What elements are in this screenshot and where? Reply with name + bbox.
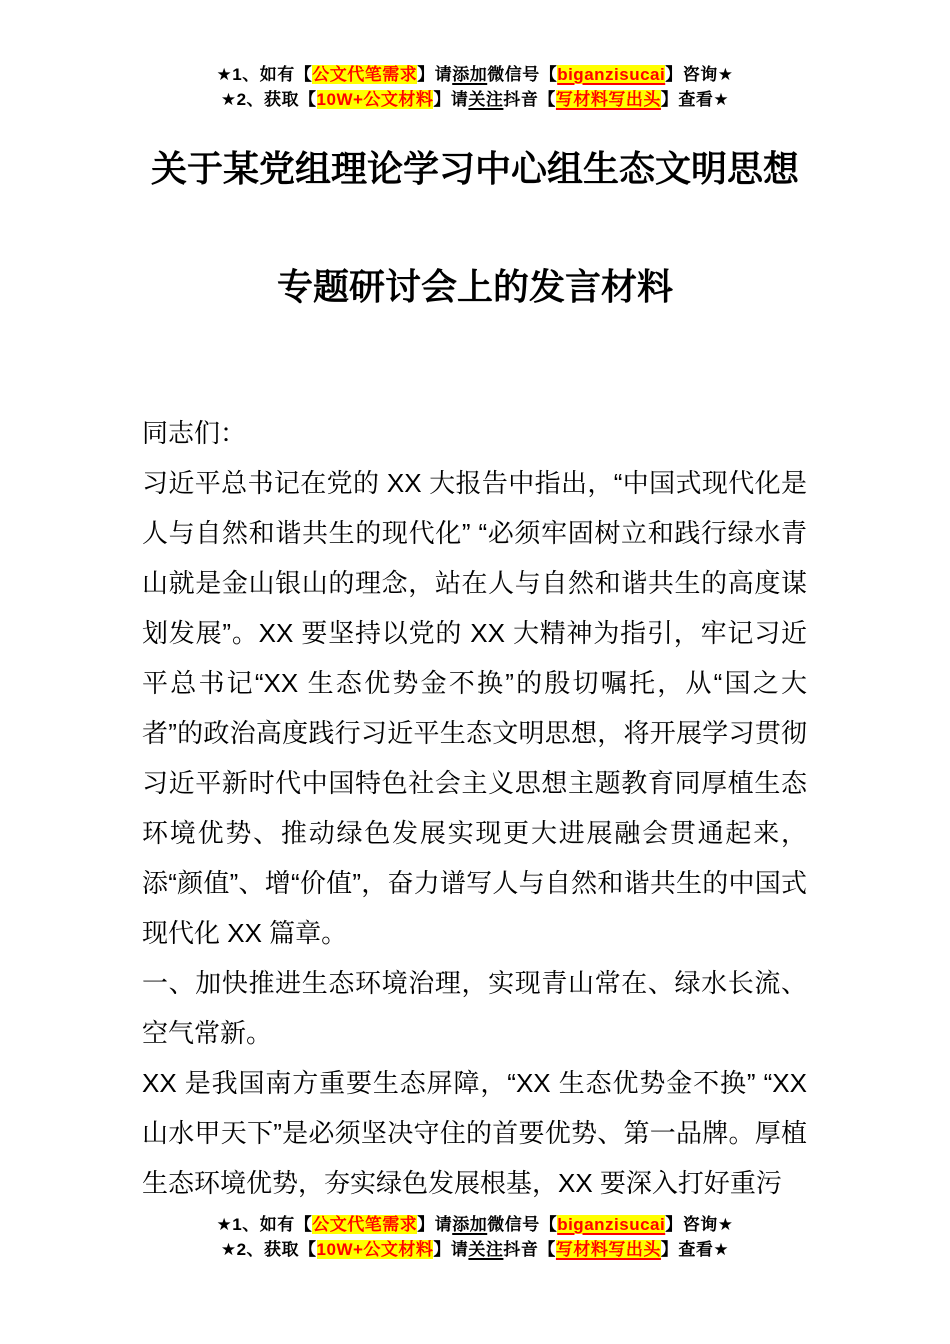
highlighted-keyword: 10W+公文材料	[316, 1240, 434, 1259]
highlighted-keyword: 10W+公文材料	[316, 90, 434, 109]
highlighted-keyword: 公文代笔需求	[312, 65, 418, 84]
document-title-line-1: 关于某党组理论学习中心组生态文明思想	[150, 148, 799, 189]
promo-text: 微信号【	[487, 1215, 558, 1234]
promo-line-2	[0, 1237, 950, 1262]
highlighted-account: 写材料写出头	[555, 90, 661, 109]
salutation: 同志们：	[142, 418, 247, 448]
highlighted-account: biganzisucai	[557, 1215, 666, 1234]
underlined-action: 添加	[452, 65, 488, 84]
document-title-line-2: 专题研讨会上的发言材料	[276, 266, 673, 307]
promo-text: 抖音【	[503, 1240, 556, 1259]
body-paragraph: XX 是我国南方重要生态屏障，“XX 生态优势金不换” “XX 山水甲天下”是必须坚决守住的首要优势、第一品牌。厚植生态环境优势，夯实绿色发展根基，XX 要深入打好重污	[142, 1068, 807, 1198]
promo-line-2	[0, 87, 950, 112]
section-heading: 一、加快推进生态环境治理，实现青山常在、绿水长流、空气常新。	[142, 968, 807, 1048]
promo-text: ★1、如有【	[216, 65, 313, 84]
promo-text: 】咨询★	[665, 1215, 734, 1234]
promo-text: 】请	[417, 1215, 453, 1234]
underlined-action: 关注	[468, 90, 504, 109]
promo-text: ★1、如有【	[216, 1215, 313, 1234]
highlighted-account: biganzisucai	[557, 65, 666, 84]
underlined-action: 关注	[468, 1240, 504, 1259]
body-paragraph: 习近平总书记在党的 XX 大报告中指出，“中国式现代化是人与自然和谐共生的现代化” “必须牢固树立和践行绿水青山就是金山银山的理念，站在人与自然和谐共生的高度谋划发展”。XX 要坚持以党的 XX 大精神为指引，牢记习近平总书记“XX 生态优势金不换”的殷切嘱托，从“国之大者”的政治高度践行习近平生态文明思想，将开展学习贯彻习近平新时代中国特色社会主义思想主题教育同厚植生态环境优势、推动绿色发展实现更大进展融会贯通起来，添“颜值”、增“价值”，奋力谱写人与自然和谐共生的中国式现代化 XX 篇章。	[142, 468, 807, 948]
promo-text: 微信号【	[487, 65, 558, 84]
promo-line-1	[0, 62, 950, 87]
promo-text: 】查看★	[660, 1240, 730, 1259]
highlighted-account: 写材料写出头	[555, 1240, 661, 1259]
promo-text: 】请	[433, 1240, 469, 1259]
document-body	[142, 408, 807, 1208]
promo-line-1	[0, 1212, 950, 1237]
highlighted-keyword: 公文代笔需求	[312, 1215, 418, 1234]
promo-text: 】请	[417, 65, 453, 84]
promo-text: 】请	[433, 90, 469, 109]
underlined-action: 添加	[452, 1215, 488, 1234]
promo-text: 】查看★	[660, 90, 730, 109]
promo-text: ★2、获取【	[220, 1240, 317, 1259]
promo-text: 】咨询★	[665, 65, 734, 84]
promo-text: ★2、获取【	[220, 90, 317, 109]
promo-text: 抖音【	[503, 90, 556, 109]
promo-banner-top	[0, 62, 950, 112]
promo-banner-bottom	[0, 1212, 950, 1262]
